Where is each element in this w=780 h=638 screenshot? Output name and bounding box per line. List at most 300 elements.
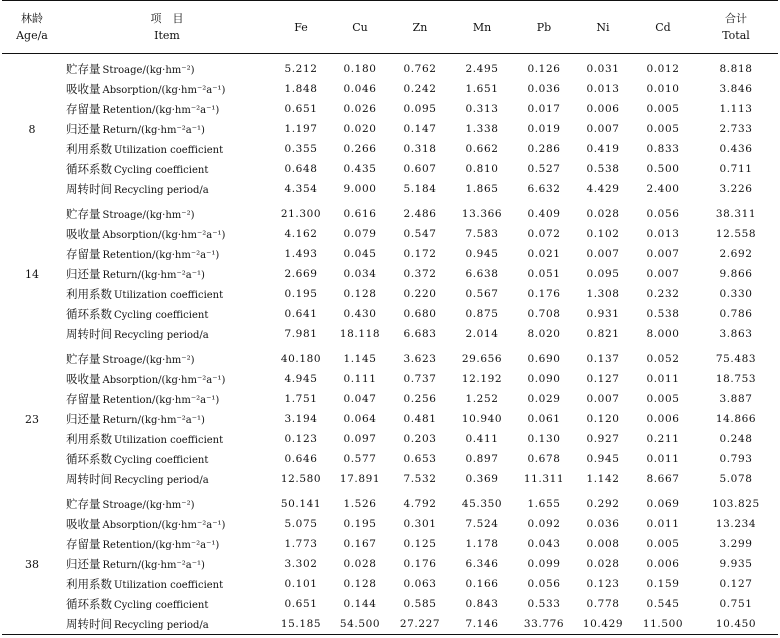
value-cell: 7.532	[403, 473, 437, 485]
value-cell: 0.411	[465, 433, 499, 445]
value-cell: 2.400	[646, 183, 680, 195]
value-cell: 0.005	[646, 538, 680, 550]
item-label-zh: 周转时间	[66, 472, 112, 486]
item-label-zh: 归还量	[66, 412, 101, 426]
cu-column-header: Cu	[352, 20, 368, 34]
ni-column-header: Ni	[596, 20, 610, 34]
value-cell: 12.192	[461, 373, 503, 385]
value-cell: 0.286	[527, 143, 561, 155]
value-cell: 0.006	[646, 558, 680, 570]
total-cell: 38.311	[715, 208, 757, 220]
item-label-en: Absorption/(kg·hm⁻²a⁻¹)	[102, 230, 226, 241]
item-label-en: Return/(kg·hm⁻²a⁻¹)	[102, 560, 205, 571]
value-cell: 0.137	[586, 353, 620, 365]
value-cell: 0.369	[465, 473, 499, 485]
total-cell: 0.786	[719, 308, 753, 320]
value-cell: 1.865	[465, 183, 499, 195]
value-cell: 2.495	[465, 63, 499, 75]
value-cell: 8.020	[527, 328, 561, 340]
value-cell: 0.166	[465, 578, 499, 590]
value-cell: 0.927	[586, 433, 620, 445]
item-cell	[62, 574, 272, 594]
total-cell: 12.558	[715, 228, 757, 240]
table-row	[2, 409, 778, 429]
value-cell: 0.006	[646, 413, 680, 425]
value-cell: 0.646	[284, 453, 318, 465]
cd-column-header: Cd	[655, 20, 671, 34]
value-cell: 0.176	[527, 288, 561, 300]
item-cell	[62, 469, 272, 489]
value-cell: 0.641	[284, 308, 318, 320]
value-cell: 6.346	[465, 558, 499, 570]
item-cell	[62, 264, 272, 284]
value-cell: 0.680	[403, 308, 437, 320]
value-cell: 0.266	[343, 143, 377, 155]
item-label-zh: 利用系数	[66, 432, 112, 446]
value-cell: 0.013	[646, 228, 680, 240]
value-cell: 50.141	[280, 498, 322, 510]
total-cell: 18.753	[715, 373, 757, 385]
value-cell: 4.792	[403, 498, 437, 510]
value-cell: 0.061	[527, 413, 561, 425]
item-cell	[62, 409, 272, 429]
total-cell: 2.692	[719, 248, 753, 260]
table-row	[2, 79, 778, 99]
item-label-zh: 贮存量	[66, 352, 101, 366]
value-cell: 0.090	[527, 373, 561, 385]
item-label-en: Stroage/(kg·hm⁻²)	[102, 500, 195, 511]
value-cell: 0.843	[465, 598, 499, 610]
value-cell: 1.197	[284, 123, 318, 135]
value-cell: 0.028	[586, 558, 620, 570]
item-cell	[62, 389, 272, 409]
total-cell: 13.234	[715, 518, 757, 530]
item-cell	[62, 324, 272, 344]
total-cell: 0.330	[719, 288, 753, 300]
item-label-en: Absorption/(kg·hm⁻²a⁻¹)	[102, 520, 226, 531]
value-cell: 0.762	[403, 63, 437, 75]
value-cell: 0.232	[646, 288, 680, 300]
total-cell: 0.248	[719, 433, 753, 445]
value-cell: 0.020	[343, 123, 377, 135]
value-cell: 1.751	[284, 393, 318, 405]
value-cell: 0.123	[586, 578, 620, 590]
value-cell: 0.533	[527, 598, 561, 610]
item-cell	[62, 429, 272, 449]
item-cell	[62, 369, 272, 389]
item-cell	[62, 494, 272, 514]
value-cell: 11.500	[642, 618, 684, 630]
value-cell: 0.897	[465, 453, 499, 465]
value-cell: 0.159	[646, 578, 680, 590]
item-label-zh: 循环系数	[66, 597, 112, 611]
value-cell: 0.833	[646, 143, 680, 155]
value-cell: 0.056	[646, 208, 680, 220]
value-cell: 0.043	[527, 538, 561, 550]
total-cell: 0.436	[719, 143, 753, 155]
item-label-en: Return/(kg·hm⁻²a⁻¹)	[102, 415, 205, 426]
value-cell: 0.778	[586, 598, 620, 610]
item-label-zh: 贮存量	[66, 497, 101, 511]
table-row	[2, 389, 778, 409]
value-cell: 0.007	[586, 123, 620, 135]
value-cell: 0.095	[586, 268, 620, 280]
value-cell: 0.242	[403, 83, 437, 95]
item-label-en: Absorption/(kg·hm⁻²a⁻¹)	[102, 85, 226, 96]
value-cell: 3.194	[284, 413, 318, 425]
value-cell: 0.211	[646, 433, 680, 445]
item-label-en: Recycling period/a	[114, 185, 209, 196]
item-cell	[62, 224, 272, 244]
total-cell: 0.711	[719, 163, 753, 175]
item-cell	[62, 119, 272, 139]
table-row	[2, 284, 778, 304]
value-cell: 0.708	[527, 308, 561, 320]
value-cell: 0.019	[527, 123, 561, 135]
value-cell: 8.000	[646, 328, 680, 340]
value-cell: 0.176	[403, 558, 437, 570]
value-cell: 0.147	[403, 123, 437, 135]
item-label-en: Cycling coefficient	[114, 165, 209, 176]
value-cell: 54.500	[339, 618, 381, 630]
item-label-zh: 吸收量	[66, 517, 101, 531]
item-label-en: Recycling period/a	[114, 620, 209, 631]
table-row	[2, 349, 778, 369]
value-cell: 0.007	[646, 248, 680, 260]
item-label-en: Retention/(kg·hm⁻²a⁻¹)	[102, 250, 220, 261]
table-row	[2, 204, 778, 224]
value-cell: 0.007	[586, 393, 620, 405]
total-cell: 0.751	[719, 598, 753, 610]
item-label-zh: 吸收量	[66, 82, 101, 96]
value-cell: 0.111	[343, 373, 377, 385]
value-cell: 4.162	[284, 228, 318, 240]
value-cell: 0.072	[527, 228, 561, 240]
item-cell	[62, 284, 272, 304]
value-cell: 0.651	[284, 598, 318, 610]
table-row	[2, 179, 778, 199]
table-row	[2, 449, 778, 469]
item-label-en: Absorption/(kg·hm⁻²a⁻¹)	[102, 375, 226, 386]
value-cell: 0.008	[586, 538, 620, 550]
table-row	[2, 119, 778, 139]
table-row	[2, 429, 778, 449]
value-cell: 0.607	[403, 163, 437, 175]
value-cell: 0.051	[527, 268, 561, 280]
pb-column-header: Pb	[536, 20, 552, 34]
value-cell: 1.493	[284, 248, 318, 260]
item-label-zh: 循环系数	[66, 307, 112, 321]
total-cell: 3.846	[719, 83, 753, 95]
value-cell: 10.940	[461, 413, 503, 425]
total-cell: 14.866	[715, 413, 757, 425]
value-cell: 0.007	[586, 248, 620, 260]
item-label-zh: 利用系数	[66, 142, 112, 156]
value-cell: 12.580	[280, 473, 322, 485]
table-row	[2, 59, 778, 79]
table-row	[2, 534, 778, 554]
value-cell: 0.203	[403, 433, 437, 445]
table-body	[2, 54, 778, 635]
value-cell: 0.010	[646, 83, 680, 95]
value-cell: 0.538	[586, 163, 620, 175]
value-cell: 0.047	[343, 393, 377, 405]
value-cell: 0.095	[403, 103, 437, 115]
item-cell	[62, 79, 272, 99]
table-row	[2, 159, 778, 179]
item-label-zh: 存留量	[66, 247, 101, 261]
item-cell	[62, 614, 272, 635]
value-cell: 6.632	[527, 183, 561, 195]
value-cell: 0.875	[465, 308, 499, 320]
table-row	[2, 554, 778, 574]
age-cell: 14	[25, 267, 39, 281]
value-cell: 0.063	[403, 578, 437, 590]
value-cell: 4.945	[284, 373, 318, 385]
table-row	[2, 324, 778, 344]
value-cell: 7.524	[465, 518, 499, 530]
item-label-en: Retention/(kg·hm⁻²a⁻¹)	[102, 395, 220, 406]
item-label-zh: 贮存量	[66, 207, 101, 221]
table-row	[2, 99, 778, 119]
value-cell: 1.308	[586, 288, 620, 300]
value-cell: 0.052	[646, 353, 680, 365]
value-cell: 0.046	[343, 83, 377, 95]
value-cell: 0.130	[527, 433, 561, 445]
table-row	[2, 224, 778, 244]
value-cell: 1.338	[465, 123, 499, 135]
value-cell: 0.577	[343, 453, 377, 465]
table-row	[2, 304, 778, 324]
table-row	[2, 494, 778, 514]
value-cell: 0.092	[527, 518, 561, 530]
value-cell: 0.126	[527, 63, 561, 75]
value-cell: 45.350	[461, 498, 503, 510]
value-cell: 0.045	[343, 248, 377, 260]
total-cell: 3.299	[719, 538, 753, 550]
value-cell: 0.372	[403, 268, 437, 280]
age-cell: 38	[25, 557, 39, 571]
value-cell: 0.172	[403, 248, 437, 260]
item-label-en: Recycling period/a	[114, 330, 209, 341]
value-cell: 0.648	[284, 163, 318, 175]
table-row	[2, 369, 778, 389]
value-cell: 7.583	[465, 228, 499, 240]
value-cell: 0.678	[527, 453, 561, 465]
age-cell: 8	[28, 122, 36, 136]
value-cell: 0.931	[586, 308, 620, 320]
item-label-en: Utilization coefficient	[114, 580, 224, 591]
value-cell: 0.220	[403, 288, 437, 300]
item-label-zh: 循环系数	[66, 452, 112, 466]
item-label-zh: 吸收量	[66, 372, 101, 386]
item-cell	[62, 244, 272, 264]
value-cell: 0.097	[343, 433, 377, 445]
item-cell	[62, 59, 272, 79]
value-cell: 2.014	[465, 328, 499, 340]
value-cell: 0.538	[646, 308, 680, 320]
value-cell: 17.891	[339, 473, 381, 485]
zn-column-header: Zn	[412, 20, 428, 34]
value-cell: 0.355	[284, 143, 318, 155]
table-row	[2, 574, 778, 594]
value-cell: 0.481	[403, 413, 437, 425]
value-cell: 0.810	[465, 163, 499, 175]
value-cell: 0.056	[527, 578, 561, 590]
value-cell: 0.292	[586, 498, 620, 510]
item-label-zh: 归还量	[66, 122, 101, 136]
item-cell	[62, 159, 272, 179]
value-cell: 0.567	[465, 288, 499, 300]
value-cell: 0.007	[646, 268, 680, 280]
value-cell: 0.500	[646, 163, 680, 175]
value-cell: 0.547	[403, 228, 437, 240]
value-cell: 0.419	[586, 143, 620, 155]
value-cell: 0.690	[527, 353, 561, 365]
value-cell: 29.656	[461, 353, 503, 365]
heavy-metal-cycling-table	[2, 0, 778, 635]
value-cell: 0.128	[343, 288, 377, 300]
value-cell: 0.005	[646, 393, 680, 405]
value-cell: 0.313	[465, 103, 499, 115]
value-cell: 0.099	[527, 558, 561, 570]
value-cell: 0.011	[646, 373, 680, 385]
item-label-en: Retention/(kg·hm⁻²a⁻¹)	[102, 540, 220, 551]
value-cell: 40.180	[280, 353, 322, 365]
table-row	[2, 139, 778, 159]
value-cell: 0.017	[527, 103, 561, 115]
table-row	[2, 469, 778, 489]
value-cell: 3.302	[284, 558, 318, 570]
item-label-zh: 利用系数	[66, 577, 112, 591]
value-cell: 0.195	[343, 518, 377, 530]
item-label-zh: 吸收量	[66, 227, 101, 241]
value-cell: 7.981	[284, 328, 318, 340]
total-cell: 9.935	[719, 558, 753, 570]
value-cell: 4.354	[284, 183, 318, 195]
item-label-en: Stroage/(kg·hm⁻²)	[102, 210, 195, 221]
value-cell: 4.429	[586, 183, 620, 195]
table-row	[2, 594, 778, 614]
value-cell: 0.036	[586, 518, 620, 530]
value-cell: 0.034	[343, 268, 377, 280]
item-label-en: Retention/(kg·hm⁻²a⁻¹)	[102, 105, 220, 116]
item-label-en: Utilization coefficient	[114, 145, 224, 156]
item-cell	[62, 554, 272, 574]
total-cell: 8.818	[719, 63, 753, 75]
value-cell: 0.005	[646, 103, 680, 115]
value-cell: 0.821	[586, 328, 620, 340]
value-cell: 0.167	[343, 538, 377, 550]
value-cell: 0.585	[403, 598, 437, 610]
item-label-zh: 循环系数	[66, 162, 112, 176]
value-cell: 1.252	[465, 393, 499, 405]
table-row	[2, 514, 778, 534]
item-label-en: Cycling coefficient	[114, 455, 209, 466]
mn-column-header: Mn	[472, 20, 492, 34]
item-cell	[62, 534, 272, 554]
value-cell: 0.409	[527, 208, 561, 220]
value-cell: 0.616	[343, 208, 377, 220]
total-cell: 5.078	[719, 473, 753, 485]
value-cell: 11.311	[523, 473, 565, 485]
value-cell: 27.227	[399, 618, 441, 630]
item-label-zh: 存留量	[66, 392, 101, 406]
value-cell: 0.125	[403, 538, 437, 550]
total-cell: 103.825	[712, 498, 760, 510]
item-label-en: Utilization coefficient	[114, 290, 224, 301]
value-cell: 0.651	[284, 103, 318, 115]
total-cell: 3.226	[719, 183, 753, 195]
value-cell: 5.075	[284, 518, 318, 530]
value-cell: 0.029	[527, 393, 561, 405]
value-cell: 6.683	[403, 328, 437, 340]
value-cell: 8.667	[646, 473, 680, 485]
total-cell: 3.887	[719, 393, 753, 405]
value-cell: 0.028	[343, 558, 377, 570]
value-cell: 1.142	[586, 473, 620, 485]
value-cell: 0.011	[646, 518, 680, 530]
total-cell: 10.450	[715, 618, 757, 630]
value-cell: 5.184	[403, 183, 437, 195]
item-cell	[62, 139, 272, 159]
item-label-zh: 存留量	[66, 102, 101, 116]
total-cell: 9.866	[719, 268, 753, 280]
item-label-en: Stroage/(kg·hm⁻²)	[102, 65, 195, 76]
item-column-header: 项 目 Item	[150, 12, 184, 42]
table-row	[2, 264, 778, 284]
value-cell: 0.102	[586, 228, 620, 240]
value-cell: 0.127	[586, 373, 620, 385]
total-cell: 0.127	[719, 578, 753, 590]
item-cell	[62, 99, 272, 119]
value-cell: 0.128	[343, 578, 377, 590]
item-label-en: Utilization coefficient	[114, 435, 224, 446]
value-cell: 1.651	[465, 83, 499, 95]
value-cell: 21.300	[280, 208, 322, 220]
value-cell: 1.526	[343, 498, 377, 510]
value-cell: 0.079	[343, 228, 377, 240]
value-cell: 0.662	[465, 143, 499, 155]
value-cell: 0.195	[284, 288, 318, 300]
item-cell	[62, 594, 272, 614]
value-cell: 0.028	[586, 208, 620, 220]
value-cell: 0.653	[403, 453, 437, 465]
value-cell: 0.527	[527, 163, 561, 175]
age-cell: 23	[25, 412, 39, 426]
value-cell: 1.773	[284, 538, 318, 550]
value-cell: 15.185	[280, 618, 322, 630]
item-cell	[62, 304, 272, 324]
value-cell: 0.120	[586, 413, 620, 425]
value-cell: 0.026	[343, 103, 377, 115]
value-cell: 0.006	[586, 103, 620, 115]
table-header-row	[2, 1, 778, 54]
item-label-zh: 利用系数	[66, 287, 112, 301]
value-cell: 0.945	[586, 453, 620, 465]
item-cell	[62, 179, 272, 199]
value-cell: 0.301	[403, 518, 437, 530]
item-label-zh: 贮存量	[66, 62, 101, 76]
value-cell: 7.146	[465, 618, 499, 630]
value-cell: 1.145	[343, 353, 377, 365]
age-column-header: 林龄 Age/a	[16, 12, 48, 42]
item-cell	[62, 449, 272, 469]
value-cell: 0.318	[403, 143, 437, 155]
value-cell: 5.212	[284, 63, 318, 75]
value-cell: 0.011	[646, 453, 680, 465]
value-cell: 0.064	[343, 413, 377, 425]
